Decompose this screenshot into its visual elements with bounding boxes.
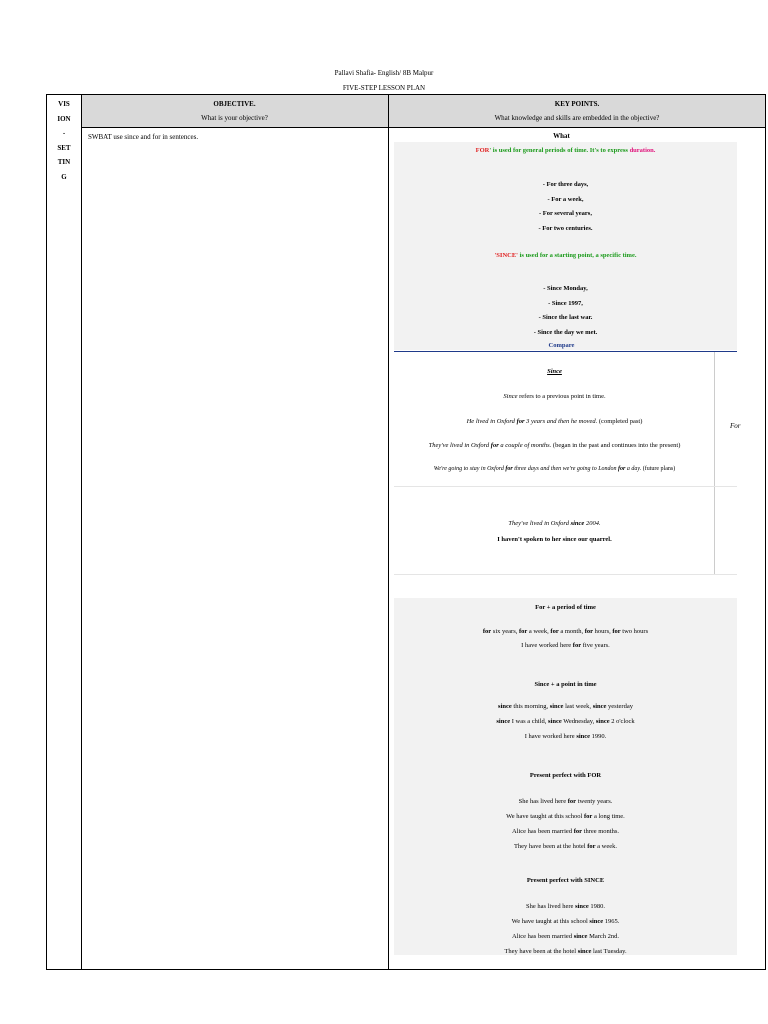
compare-row-divider — [394, 574, 737, 575]
point-line-2: since I was a child, since Wednesday, since 2 o'clock — [496, 718, 635, 725]
key-points-subtitle: What knowledge and skills are embedded in the objective? — [494, 114, 660, 122]
compare-heading: Compare — [548, 342, 575, 349]
point-line-3: I have worked here since 1990. — [524, 733, 607, 740]
pp-for-title: Present perfect with FOR — [529, 772, 602, 779]
column-divider — [81, 95, 82, 969]
compare-row-divider — [394, 486, 737, 487]
since-rule: 'SINCE' is used for a starting point, a specific time. — [494, 252, 637, 259]
objective-title: OBJECTIVE. — [213, 100, 256, 108]
example-continuing: They've lived in Oxford for a couple of months. (began in the past and continues into the present) — [428, 442, 681, 449]
key-points-title: KEY POINTS. — [554, 100, 600, 108]
example-completed-past: He lived in Oxford for 3 years and then he moved. (completed past) — [466, 418, 643, 425]
for-examples: - For three days, - For a week, - For several years, - For two centuries. — [538, 181, 593, 233]
since-example-quarrel: I haven't spoken to her since our quarrel. — [497, 536, 612, 543]
for-rule: FOR' is used for general periods of time. It's to express duration. — [475, 147, 656, 154]
vision-setting-label: VIS ION - SET TIN G — [57, 100, 71, 181]
header-plan-title: FIVE-STEP LESSON PLAN — [342, 84, 426, 92]
since-description: Since refers to a previous point in time. — [503, 393, 606, 400]
compare-rule — [394, 351, 737, 352]
pp-since-examples: She has lived here since 1980. We have taught at this school since 1965. Alice has been married since March 2nd. They have been at the hotel since last Tuesday. — [504, 903, 627, 955]
column-divider — [388, 95, 389, 969]
since-examples: - Since Monday, - Since 1997, - Since the last war. - Since the day we met. — [533, 285, 598, 337]
objective-text: SWBAT use since and for in sentences. — [88, 133, 199, 141]
period-line-1: for six years, for a week, for a month, for hours, for two hours — [482, 628, 649, 635]
since-example-2004: They've lived in Oxford since 2004. — [508, 520, 601, 527]
example-future-plans: We're going to stay in Oxford for three days and then we're going to London for a day. (future plans) — [433, 466, 676, 472]
period-title: For + a period of time — [535, 604, 596, 611]
what-heading: What — [553, 132, 570, 140]
header-author: Pallavi Shafia- English/ 8B Malpur — [334, 69, 434, 77]
since-heading: Since — [547, 368, 562, 375]
point-title: Since + a point in time — [534, 681, 597, 688]
pp-for-examples: She has lived here for twenty years. We have taught at this school for a long time. Alice has been married for three months. They have been at the hotel for a week. — [506, 798, 625, 850]
header-divider — [81, 127, 765, 128]
objective-subtitle: What is your objective? — [201, 114, 268, 122]
side-for-label: For — [730, 422, 741, 430]
pp-since-title: Present perfect with SINCE — [526, 877, 605, 884]
point-line-1: since this morning, since last week, since yesterday — [498, 703, 633, 710]
period-line-2: I have worked here for five years. — [521, 642, 610, 649]
